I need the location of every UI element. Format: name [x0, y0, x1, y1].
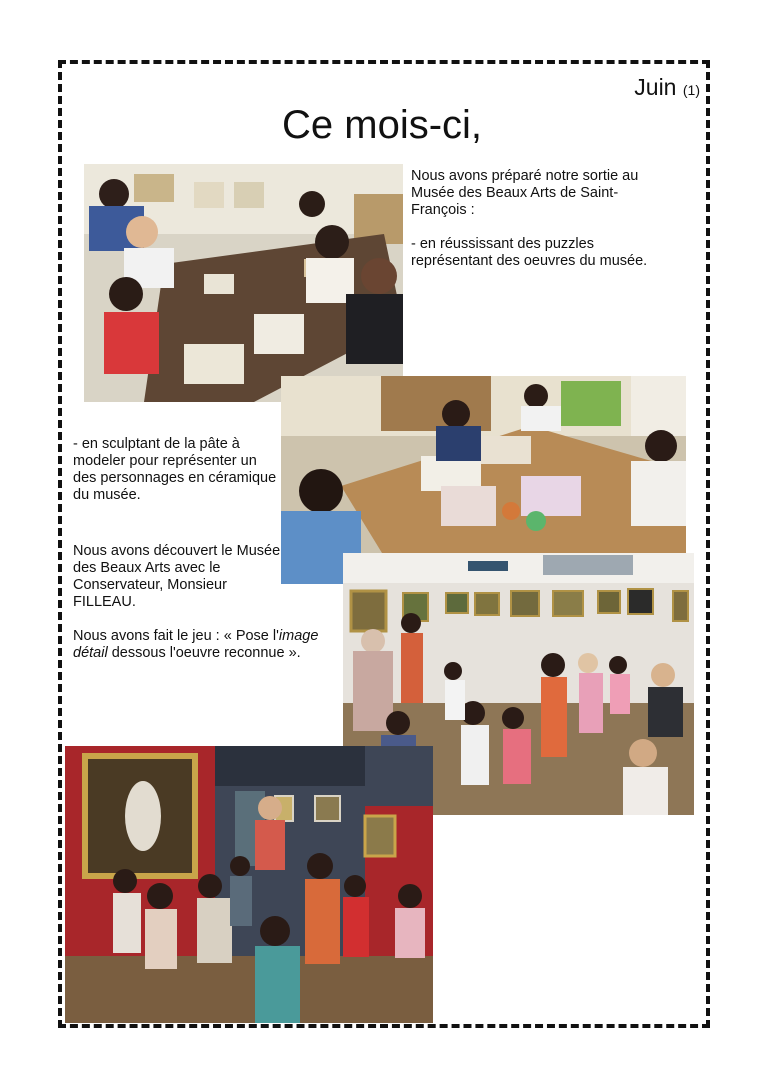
intro-paragraph: Nous avons préparé notre sortie au Musée des Beaux Arts de Saint-François :	[411, 168, 639, 218]
puzzles-paragraph: - en réussissant des puzzles représentant des oeuvres du musée.	[411, 236, 648, 269]
photo-museum-red-room	[65, 746, 433, 1023]
month-label: Juin	[634, 74, 677, 100]
photo-classroom-puzzles	[84, 164, 403, 402]
text-sculpt	[73, 436, 278, 504]
text-visit	[73, 543, 343, 662]
page-title: Ce mois-ci,	[282, 103, 483, 147]
game-text-end: dessous l'oeuvre reconnue ».	[107, 645, 301, 661]
month-heading	[600, 74, 700, 101]
game-text-start: Nous avons fait le jeu : « Pose l'	[73, 628, 279, 644]
game-text-italic: image détail	[73, 628, 319, 661]
visit-paragraph: Nous avons découvert le Musée des Beaux Arts avec le Conservateur, Monsieur FILLEAU.	[73, 543, 281, 610]
game-paragraph	[73, 628, 343, 662]
page-number: (1)	[682, 82, 700, 98]
sculpt-paragraph: - en sculptant de la pâte à modeler pour représenter un des personnages en céramique du musée.	[73, 436, 277, 503]
text-intro	[411, 168, 673, 270]
